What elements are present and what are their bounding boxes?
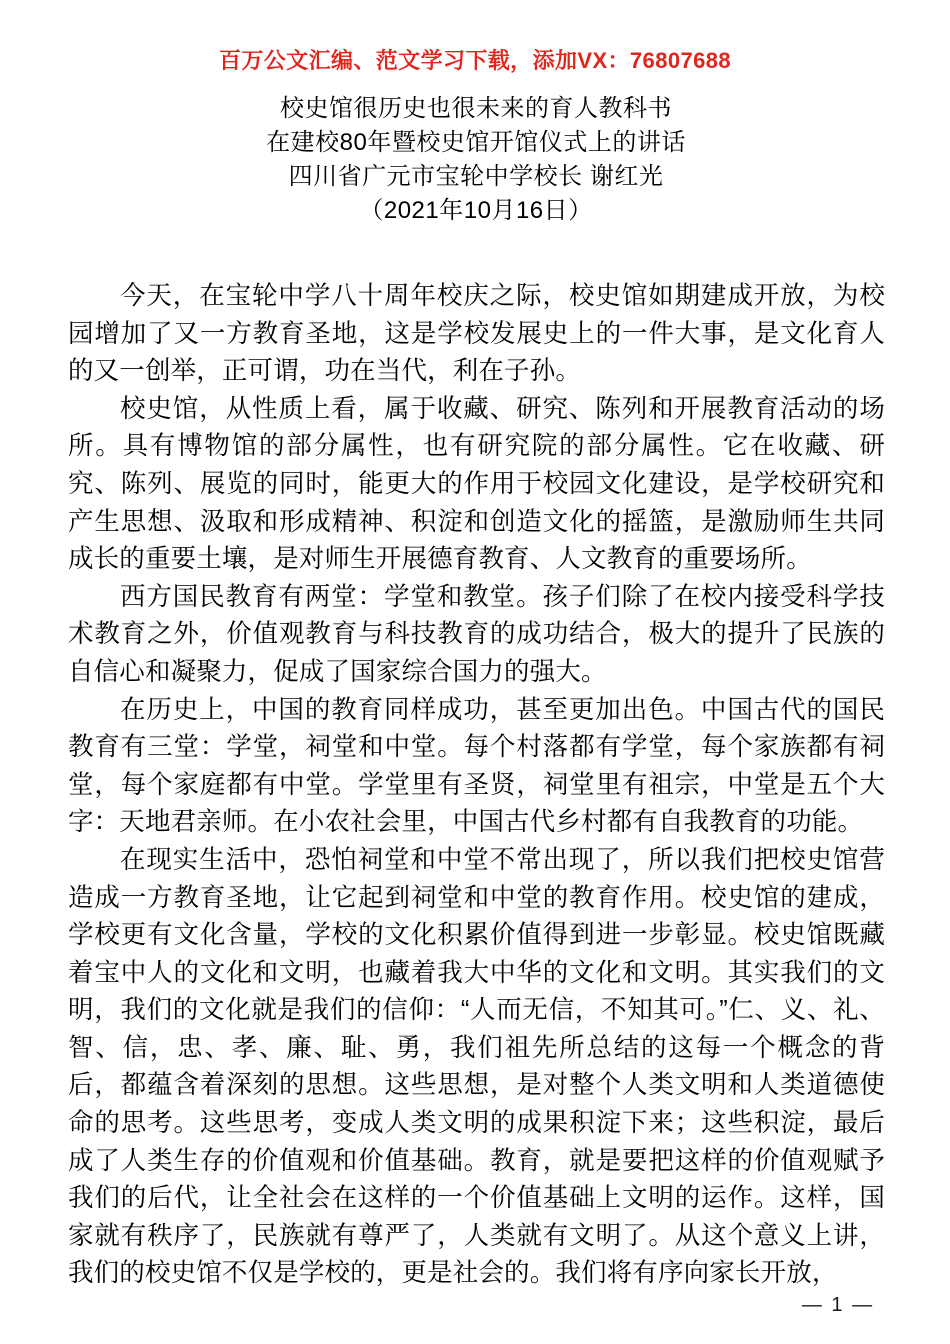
title-line-main: 校史馆很历史也很未来的育人教科书 xyxy=(280,95,672,122)
body-paragraph: 在历史上，中国的教育同样成功，甚至更加出色。中国古代的国民教育有三堂：学堂，祠堂和中堂。每个村落都有学堂，每个家族都有祠堂，每个家庭都有中堂。学堂里有圣贤，祠堂里有祖宗，中堂是五个大字：天地君亲师。在小农社会里，中国古代乡村都有自我教育的功能。 xyxy=(68,695,885,837)
title-line-date: （2021年10月16日） xyxy=(359,197,593,224)
title-line-author: 四川省广元市宝轮中学校长 谢红光 xyxy=(288,163,664,190)
page-footer xyxy=(0,1294,950,1317)
title-line-subtitle: 在建校80年暨校史馆开馆仪式上的讲话 xyxy=(266,129,686,156)
document-title-block xyxy=(68,92,884,228)
document-body xyxy=(68,278,885,1293)
page-number: — 1 — xyxy=(801,1294,875,1316)
body-paragraph: 今天，在宝轮中学八十周年校庆之际，校史馆如期建成开放，为校园增加了又一方教育圣地，这是学校发展史上的一件大事，是文化育人的又一创举，正可谓，功在当代，利在子孙。 xyxy=(68,282,885,386)
body-paragraph: 校史馆，从性质上看，属于收藏、研究、陈列和开展教育活动的场所。具有博物馆的部分属性，也有研究院的部分属性。它在收藏、研究、陈列、展览的同时，能更大的作用于校园文化建设，是学校研究和产生思想、汲取和形成精神、积淀和创造文化的摇篮，是激励师生共同成长的重要土壤，是对师生开展德育教育、人文教育的重要场所。 xyxy=(68,394,885,574)
body-paragraph: 在现实生活中，恐怕祠堂和中堂不常出现了，所以我们把校史馆营造成一方教育圣地，让它起到祠堂和中堂的教育作用。校史馆的建成，学校更有文化含量，学校的文化积累价值得到进一步彰显。校史馆既藏着宝中人的文化和文明，也藏着我大中华的文化和文明。其实我们的文明，我们的文化就是我们的信仰：“人而无信，不知其可。”仁、义、礼、智、信，忠、孝、廉、耻、勇，我们祖先所总结的这每一个概念的背后，都蕴含着深刻的思想。这些思想，是对整个人类文明和人类道德使命的思考。这些思考，变成人类文明的成果积淀下来；这些积淀，最后成了人类生存的价值观和价值基础。教育，就是要把这样的价值观赋予我们的后代，让全社会在这样的一个价值基础上文明的运作。这样，国家就有秩序了，民族就有尊严了，人类就有文明了。从这个意义上讲，我们的校史馆不仅是学校的，更是社会的。我们将有序向家长开放， xyxy=(68,845,885,1288)
body-paragraph: 西方国民教育有两堂：学堂和教堂。孩子们除了在校内接受科学技术教育之外，价值观教育与科技教育的成功结合，极大的提升了民族的自信心和凝聚力，促成了国家综合国力的强大。 xyxy=(68,582,885,686)
promo-banner-text: 百万公文汇编、范文学习下载，添加VX：76807688 xyxy=(218,48,732,73)
